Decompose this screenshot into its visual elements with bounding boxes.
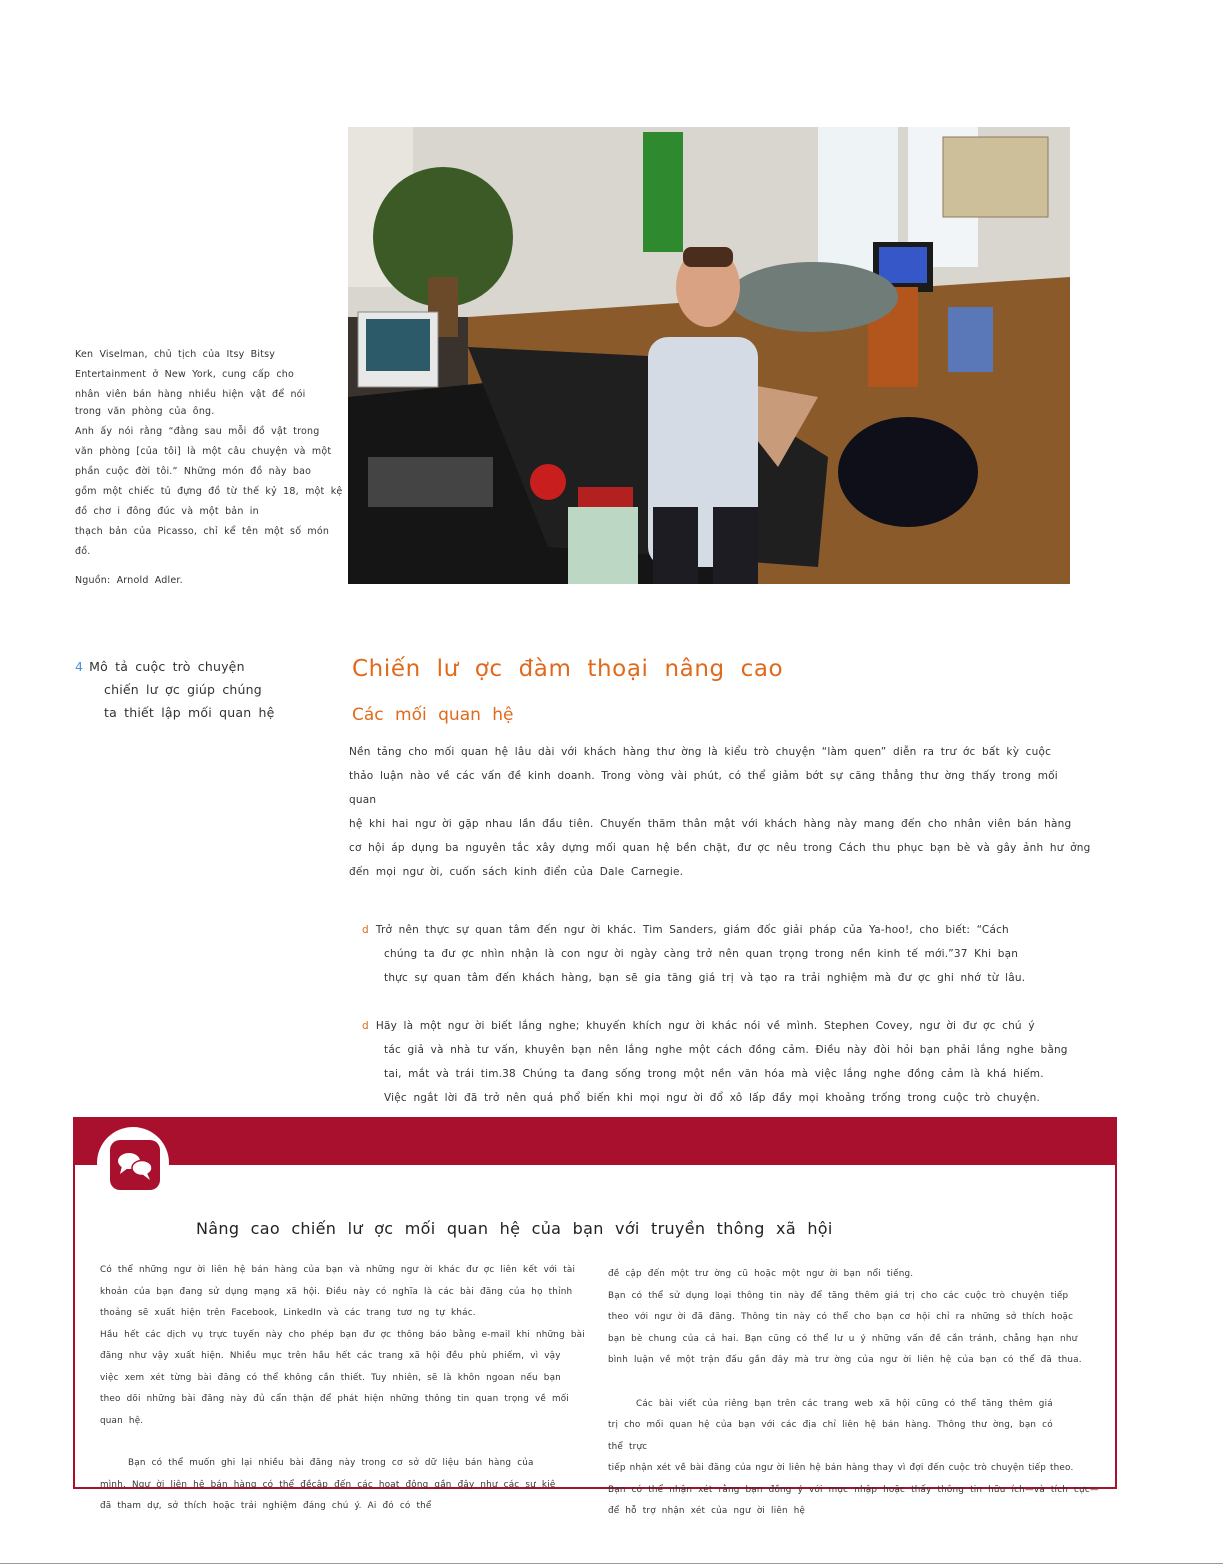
- caption-line: thạch bản của Picasso, chỉ kể tên một số món đồ.: [75, 526, 330, 557]
- bullet-line: chúng ta đư ợc nhìn nhận là con ngư ời ngày càng trở nên quan trọng trong nền kinh tế mới.”37 Khi bạn: [384, 948, 1019, 960]
- learning-objective: [75, 655, 335, 724]
- box-line: theo dõi những bài đăng này đủ cẩn thận để phát hiện những thông tin quan trọng về mối: [100, 1394, 569, 1404]
- caption-line: phần cuộc đời tôi.” Những món đồ này bao: [75, 466, 312, 477]
- box-right-column: [608, 1264, 1168, 1523]
- caption-line: trong văn phòng của ông.: [75, 406, 215, 417]
- box-line: Các bài viết của riêng bạn trên các trang web xã hội cũng có thể tăng thêm giá: [636, 1398, 1053, 1409]
- caption-line: văn phòng [của tôi] là một câu chuyện và một: [75, 446, 332, 457]
- box-line: Bạn có thể sử dụng loại thông tin này để tăng thêm giá trị cho các cuộc trò chuyện tiếp: [608, 1290, 1069, 1301]
- body-line: thảo luận nào về các vấn đề kinh doanh. Trong vòng vài phút, có thể giảm bớt sự căng thẳng thư ờng thấy trong mối: [349, 770, 1058, 782]
- box-line: để hỗ trợ nhận xét của ngư ời liên hệ: [608, 1506, 806, 1516]
- caption-line: Entertainment ở New York, cung cấp cho: [75, 369, 295, 380]
- body-line: hệ khi hai ngư ời gặp nhau lần đầu tiên. Chuyến thăm thân mật với khách hàng này mang đến cho nhân viên bán hàng: [349, 818, 1072, 830]
- body-line: quan: [349, 794, 377, 806]
- caption-line: Anh ấy nói rằng “đằng sau mỗi đồ vật trong: [75, 426, 320, 437]
- bullet-line: tác giả và nhà tư vấn, khuyên bạn nên lắng nghe một cách đồng cảm. Điều này đòi hỏi bạn phải lắng nghe bằng: [384, 1044, 1068, 1056]
- box-header-bar: [73, 1117, 1117, 1165]
- box-line: thoảng sẽ xuất hiện trên Facebook, LinkedIn và các trang tươ ng tự khác.: [100, 1308, 476, 1318]
- objective-number: 4: [75, 659, 84, 674]
- box-line: Hầu hết các dịch vụ trực tuyến này cho phép bạn đư ợc thông báo bằng e-mail khi những bài: [100, 1329, 585, 1340]
- objective-line: Mô tả cuộc trò chuyện: [89, 659, 245, 674]
- box-line: khoản của bạn đang sử dụng mạng xã hội. Điều này có nghĩa là các bài đăng của họ thỉnh: [100, 1286, 573, 1297]
- box-left-column: [100, 1260, 600, 1518]
- box-line: mình. Ngư ời liên hệ bán hàng có thể đềcập đến các hoạt động gần đây như các sự kiệ: [100, 1479, 556, 1490]
- objective-line: ta thiết lập mối quan hệ: [104, 705, 275, 720]
- caption-line: Ken Viselman, chủ tịch của Itsy Bitsy: [75, 349, 276, 360]
- box-title: Nâng cao chiến lư ợc mối quan hệ của bạn với truyền thông xã hội: [196, 1219, 833, 1238]
- box-line: tiếp nhận xét về bài đăng của ngư ời liên hệ bán hàng thay vì đợi đến cuộc trò chuyện tiếp theo.: [608, 1463, 1074, 1473]
- body-paragraph: [349, 740, 1149, 884]
- box-line: đề cập đến một trư ờng cũ hoặc một ngư ời bạn nổi tiếng.: [608, 1269, 914, 1279]
- box-line: đã tham dự, sở thích hoặc trải nghiệm đáng chú ý. Ai đó có thể: [100, 1501, 432, 1511]
- body-line: cơ hội áp dụng ba nguyên tắc xây dựng mối quan hệ bền chặt, đư ợc nêu trong Cách thu phục bạn bè và gây ảnh hư ởng: [349, 842, 1091, 854]
- office-photo: [348, 127, 1070, 584]
- box-line: bạn bè chung của cả hai. Bạn cũng có thể lư u ý những vấn đề cần tránh, chẳng hạn như: [608, 1333, 1078, 1344]
- box-line: theo với ngư ời đã đăng. Thông tin này có thể cho bạn cơ hội chỉ ra những sở thích hoặc: [608, 1312, 1074, 1322]
- body-line: đến mọi ngư ời, cuốn sách kinh điển của Dale Carnegie.: [349, 866, 684, 878]
- section-heading: Chiến lư ợc đàm thoại nâng cao: [352, 656, 784, 682]
- bullet-line: Việc ngắt lời đã trở nên quá phổ biến khi mọi ngư ời đổ xô lấp đầy mọi khoảng trống trong cuộc trò chuyện.: [384, 1092, 1040, 1104]
- chat-bubbles-icon: [110, 1140, 160, 1190]
- bullet-line: Hãy là một ngư ời biết lắng nghe; khuyến khích ngư ời khác nói về mình. Stephen Covey, ngư ời đư ợc chú ý: [375, 1020, 1035, 1032]
- body-line: Nền tảng cho mối quan hệ lâu dài với khách hàng thư ờng là kiểu trò chuyện “làm quen” diễn ra trư ớc bất kỳ cuộc: [349, 746, 1052, 758]
- box-line: thể trực: [608, 1441, 648, 1452]
- bullet-line: thực sự quan tâm đến khách hàng, bạn sẽ gia tăng giá trị và tạo ra trải nghiệm mà đư ợc ghi nhớ từ lâu.: [384, 972, 1026, 984]
- box-line: Bạn có thể nhận xét rằng bạn đồng ý với mục nhập hoặc thấy thông tin hữu ích—và tích cực—: [608, 1484, 1099, 1495]
- bullet-line: tai, mắt và trái tim.38 Chúng ta đang sống trong một nền văn hóa mà việc lắng nghe đồng cảm là khá hiếm.: [384, 1068, 1044, 1080]
- caption-line: nhân viên bán hàng nhiều hiện vật để nói: [75, 389, 306, 400]
- box-line: quan hệ.: [100, 1415, 144, 1426]
- box-line: trị cho mối quan hệ của bạn với các địa chỉ liên hệ bán hàng. Thông thư ờng, bạn có: [608, 1420, 1053, 1430]
- box-line: Có thể những ngư ời liên hệ bán hàng của bạn và những ngư ời khác đư ợc liên kết với tài: [100, 1265, 576, 1275]
- box-line: Bạn có thể muốn ghi lại nhiều bài đăng này trong cơ sở dữ liệu bán hàng của: [128, 1458, 534, 1468]
- caption-source: Nguồn: Arnold Adler.: [75, 575, 183, 586]
- photo-caption: [75, 345, 350, 591]
- bullet-mark: d: [362, 1020, 369, 1032]
- bullet-item: [362, 918, 1142, 990]
- caption-line: đồ chơ i đông đúc và một bản in: [75, 506, 259, 517]
- page-bottom-rule: [0, 1563, 1223, 1564]
- box-line: đăng như vậy xuất hiện. Nhiều mục trên hầu hết các trang xã hội đều phù phiếm, vì vậy: [100, 1351, 561, 1361]
- box-line: bình luận về một trận đấu gần đây mà trư ờng của ngư ời liên hệ của bạn có thể đã thua.: [608, 1355, 1082, 1365]
- caption-line: gồm một chiếc tủ đựng đồ từ thế kỷ 18, một kệ: [75, 486, 343, 497]
- bullet-item: [362, 1014, 1142, 1110]
- section-subheading: Các mối quan hệ: [352, 705, 514, 725]
- bullet-line: Trở nên thực sự quan tâm đến ngư ời khác. Tim Sanders, giám đốc giải pháp của Ya-hoo!, cho biết: “Cách: [375, 924, 1009, 936]
- bullet-mark: d: [362, 924, 369, 936]
- objective-line: chiến lư ợc giúp chúng: [104, 682, 262, 697]
- box-line: việc xem xét từng bài đăng có thể không cần thiết. Tuy nhiên, sẽ là khôn ngoan nếu bạn: [100, 1372, 561, 1383]
